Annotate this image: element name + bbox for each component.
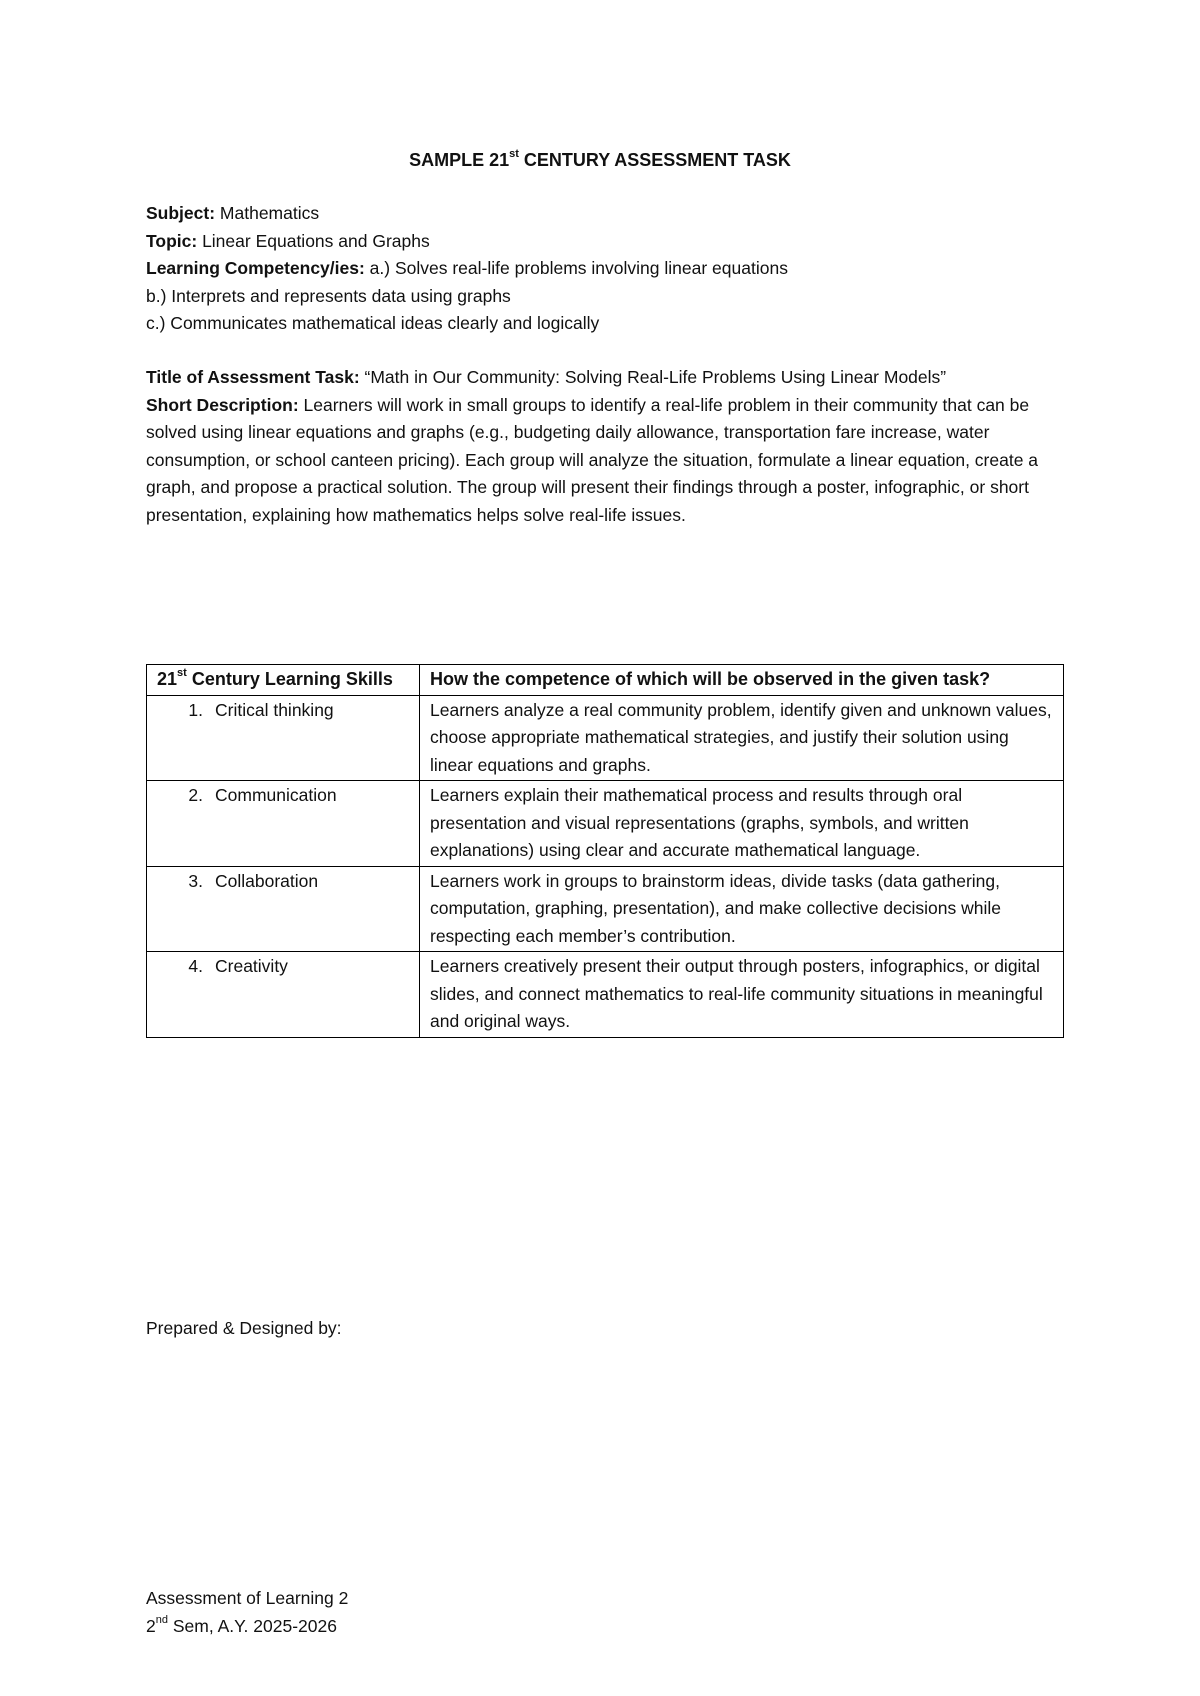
skill-number: 2. (188, 785, 203, 805)
header-skills (147, 665, 420, 696)
skill-name: Communication (215, 785, 337, 805)
skill-cell (147, 695, 420, 781)
table-row (147, 952, 1064, 1038)
competency-line (146, 255, 1066, 283)
header-skills-suffix: Century Learning Skills (186, 669, 393, 689)
footer-semester-prefix: 2 (146, 1616, 156, 1636)
table-row (147, 866, 1064, 952)
skill-number: 4. (188, 956, 203, 976)
title-superscript: st (509, 148, 519, 160)
task-description-value: Learners will work in small groups to identify a real-life problem in their community that can be solved using linear equations and graphs (e.g., budgeting daily allowance, transportation fare increase, water consumption, or school canteen pricing). Each group will analyze the situation, formulate a linear equation, create a graph, and propose a practical solution. The group will present their findings through a poster, infographic, or short presentation, explaining how mathematics helps solve real-life issues. (146, 394, 1039, 525)
topic-value: Linear Equations and Graphs (197, 230, 430, 251)
skill-cell (147, 781, 420, 867)
footer-semester-sup: nd (155, 1614, 168, 1627)
task-description (146, 392, 1066, 530)
subject-label: Subject: (146, 203, 216, 223)
table-row (147, 781, 1064, 867)
skill-cell (147, 866, 420, 952)
skills-table (146, 664, 1064, 1038)
competency-c: c.) Communicates mathematical ideas clearly and logically (146, 313, 600, 333)
subject-line (146, 200, 1066, 228)
skill-number: 1. (188, 699, 203, 720)
table-row (147, 695, 1064, 781)
footer-semester-suffix: Sem, A.Y. 2025-2026 (167, 1616, 337, 1636)
task-title-value: “Math in Our Community: Solving Real-Life Problems Using Linear Models” (359, 367, 947, 387)
skill-description: Learners creatively present their output through posters, infographics, or digital slides, and connect mathematics to real-life community situations in meaningful and original ways. (420, 952, 1064, 1038)
header-skills-sup: st (177, 667, 187, 679)
footer-semester (146, 1612, 348, 1640)
page-title (0, 150, 1200, 171)
skill-name: Collaboration (215, 870, 319, 891)
header-observation: How the competence of which will be observed in the given task? (420, 665, 1064, 696)
prepared-by: Prepared & Designed by: (146, 1318, 342, 1338)
skill-name: Creativity (215, 956, 288, 976)
skill-cell (147, 952, 420, 1038)
skill-description: Learners work in groups to brainstorm ideas, divide tasks (data gathering, computation, graphing, presentation), and make collective decisions while respecting each member’s contribution. (420, 866, 1064, 952)
competency-b: b.) Interprets and represents data using graphs (146, 285, 511, 306)
title-text: SAMPLE 21 (409, 150, 510, 170)
meta-section (146, 200, 1066, 338)
competency-label: Learning Competency/ies: (146, 258, 365, 278)
skill-name: Critical thinking (215, 699, 334, 720)
title-text-suffix: CENTURY ASSESSMENT TASK (518, 150, 791, 170)
subject-value: Mathematics (215, 203, 320, 223)
skill-number: 3. (188, 870, 203, 891)
task-title-line (146, 364, 1066, 392)
task-section (146, 364, 1066, 529)
competency-a: a.) Solves real-life problems involving linear equations (364, 258, 788, 278)
task-title-label: Title of Assessment Task: (146, 367, 360, 387)
skill-description: Learners analyze a real community problem, identify given and unknown values, choose appropriate mathematical strategies, and justify their solution using linear equations and graphs. (420, 695, 1064, 781)
table-header-row (147, 665, 1064, 696)
footer-course: Assessment of Learning 2 (146, 1588, 349, 1608)
header-skills-prefix: 21 (157, 669, 178, 689)
skill-description: Learners explain their mathematical process and results through oral presentation and visual representations (graphs, symbols, and written explanations) using clear and accurate mathematical language. (420, 781, 1064, 867)
task-description-label: Short Description: (146, 394, 299, 415)
footer (146, 1584, 348, 1640)
topic-line (146, 228, 1066, 256)
topic-label: Topic: (146, 230, 198, 251)
